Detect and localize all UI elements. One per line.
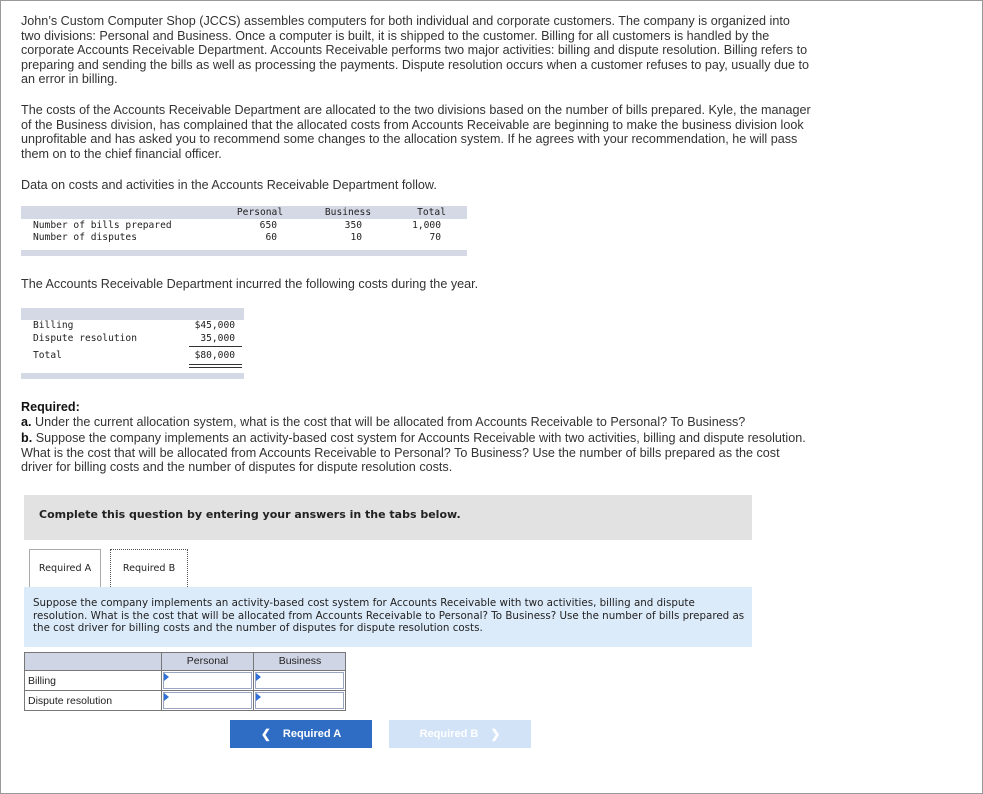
total-double-rule: [189, 364, 242, 368]
chevron-left-icon: ❮: [260, 727, 271, 741]
tab-required-a[interactable]: Required A: [29, 549, 101, 587]
input-dispute-business[interactable]: [255, 692, 344, 709]
row-label-disputes: Number of disputes: [33, 232, 137, 243]
required-a: [21, 415, 801, 430]
cell-disputes-total: 70: [429, 232, 441, 243]
input-dispute-personal[interactable]: [163, 692, 252, 709]
cost-label-billing: Billing: [33, 320, 74, 331]
next-button-label: Required B: [419, 728, 479, 740]
cell-bills-business: 350: [344, 220, 362, 231]
required-b-prefix: b.: [21, 431, 33, 445]
col-header-personal: Personal: [236, 207, 284, 218]
required-a-text: Under the current allocation system, what is the cost that will be allocated from Accounts Receivable to Personal? To Business?: [31, 415, 746, 429]
intro-paragraph-2: The costs of the Accounts Receivable Department are allocated to the two divisions based on the number of bills prepared. Kyle, the manager of the Business division, has complained that the allocated costs from Accounts Receivable are beginning to make the business division look unprofitable and has asked you to recommend some changes to the allocation system. If he agrees with your recommendation, he will pass them on to the chief financial officer.: [21, 103, 811, 161]
cost-label-total: Total: [33, 350, 62, 361]
prev-required-a-button[interactable]: [230, 720, 372, 748]
cost-label-dispute: Dispute resolution: [33, 333, 137, 344]
intro-paragraph-3: Data on costs and activities in the Accounts Receivable Department follow.: [21, 178, 437, 192]
answer-row-label-dispute: Dispute resolution: [28, 695, 113, 707]
required-b: [21, 431, 811, 475]
col-header-total: Total: [417, 207, 446, 218]
chevron-right-icon: ❯: [490, 727, 501, 741]
required-a-prefix: a.: [21, 415, 32, 429]
required-b-text: Suppose the company implements an activity-based cost system for Accounts Receivable with two activities, billing and dispute resolution. What is the cost that will be allocated from Accounts Receivable to Personal? To Business? Use the number of bills prepared as the cost driver for billing costs and the number of disputes for dispute resolution costs.: [21, 431, 806, 475]
cell-bills-personal: 650: [259, 220, 277, 231]
activity-table-footer-band: [21, 250, 467, 256]
tab-b-prompt-text: Suppose the company implements an activity-based cost system for Accounts Receivable with two activities, billing and dispute resolution. What is the cost that will be allocated from Accounts Receivable to Personal? To Business? Use the number of bills prepared as the cost driver for billing costs and the number of disputes for dispute resolution costs.: [33, 597, 745, 634]
cost-value-billing: $45,000: [194, 320, 235, 331]
cell-bills-total: 1,000: [412, 220, 441, 231]
cost-value-dispute: 35,000: [200, 333, 235, 344]
cost-table-footer-band: [21, 373, 244, 379]
cell-disputes-business: 10: [350, 232, 362, 243]
answer-row-label-billing: Billing: [28, 675, 57, 687]
cost-value-total: $80,000: [194, 350, 235, 361]
row-label-bills: Number of bills prepared: [33, 220, 172, 231]
cell-disputes-personal: 60: [265, 232, 277, 243]
instruction-banner: [24, 495, 752, 540]
subtotal-rule: [189, 346, 242, 347]
input-billing-personal[interactable]: [163, 672, 252, 689]
col-header-business: Business: [324, 207, 372, 218]
answer-header-business: Business: [278, 655, 322, 667]
answer-col-divider-1: [161, 652, 162, 711]
instruction-banner-text: Complete this question by entering your answers in the tabs below.: [39, 508, 461, 521]
required-title: Required:: [21, 400, 80, 414]
costs-intro: The Accounts Receivable Department incurred the following costs during the year.: [21, 277, 479, 291]
tab-required-b[interactable]: Required B: [110, 549, 188, 587]
cost-table-header-band: [21, 308, 244, 320]
intro-paragraph-1: John’s Custom Computer Shop (JCCS) assembles computers for both individual and corporate customers. The company is organized into two divisions: Personal and Business. Once a computer is built, it is shipped to the customer. Billing for all customers is handled by the corporate Accounts Receivable Department. Accounts Receivable performs two major activities: billing and dispute resolution. Billing refers to preparing and sending the bills as well as processing the payments. Dispute resolution occurs when a customer refuses to pay, usually due to an error in billing.: [21, 14, 810, 87]
prev-button-label: Required A: [282, 728, 342, 740]
tab-b-prompt-box: [24, 587, 752, 647]
next-required-b-button[interactable]: [389, 720, 531, 748]
answer-header-personal: Personal: [186, 655, 229, 667]
answer-col-divider-2: [253, 652, 254, 711]
input-billing-business[interactable]: [255, 672, 344, 689]
answer-row-divider: [24, 690, 346, 691]
